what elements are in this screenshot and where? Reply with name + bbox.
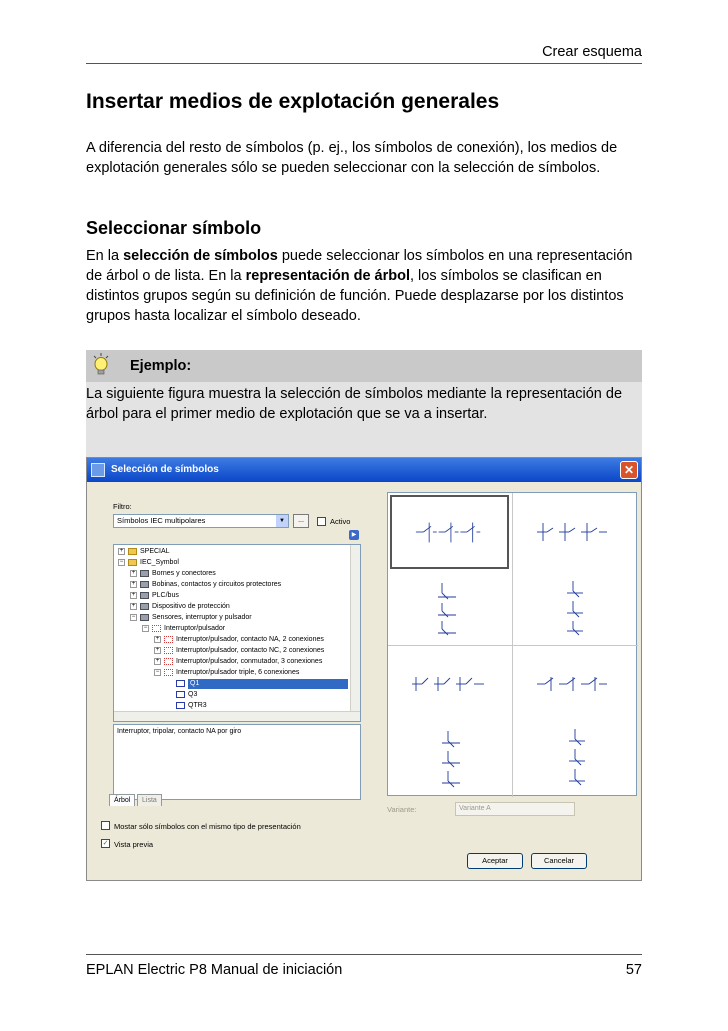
tree-item-label: Q3 bbox=[188, 691, 198, 698]
tree-item-selected[interactable] bbox=[176, 679, 348, 689]
tree-item[interactable]: + PLC/bus bbox=[131, 591, 179, 599]
active-checkbox[interactable] bbox=[317, 517, 326, 526]
function-icon bbox=[152, 625, 161, 632]
select-bold-2: representación de árbol bbox=[245, 268, 410, 284]
dialog-titlebar[interactable] bbox=[87, 458, 641, 482]
example-box bbox=[86, 350, 642, 457]
symbol-variant-b[interactable] bbox=[513, 495, 632, 569]
filter-select[interactable] bbox=[113, 514, 289, 528]
function-icon bbox=[164, 669, 173, 676]
footer-manual-title: EPLAN Electric P8 Manual de iniciación bbox=[86, 962, 343, 978]
group-icon bbox=[140, 592, 149, 599]
example-text: La siguiente figura muestra la selección de símbolos mediante la representación de árbol para el primer medio de explotación que se va a insertar. bbox=[86, 386, 623, 422]
tab-list[interactable]: Lista bbox=[137, 794, 162, 806]
tree-item[interactable]: − Interruptor/pulsador triple, 6 conexiones bbox=[155, 668, 300, 676]
symbol-variant-a[interactable] bbox=[390, 495, 509, 569]
tree-item-label: Interruptor/pulsador, contacto NC, 2 conexiones bbox=[176, 647, 325, 654]
running-header: Crear esquema bbox=[542, 44, 642, 60]
tree-item[interactable]: + Interruptor/pulsador, contacto NC, 2 conexiones bbox=[155, 646, 325, 654]
tree-vertical-scrollbar[interactable] bbox=[350, 545, 360, 721]
group-icon bbox=[140, 603, 149, 610]
header-divider bbox=[86, 63, 642, 64]
tree-item-label: Interruptor/pulsador triple, 6 conexiones bbox=[176, 669, 300, 676]
tree-horizontal-scrollbar[interactable] bbox=[114, 711, 360, 721]
tree-item-label: Bornes y conectores bbox=[152, 570, 216, 577]
switch-symbol-horizontal-icon bbox=[513, 647, 632, 721]
preview-label: Vista previa bbox=[114, 840, 154, 849]
select-bold-1: selección de símbolos bbox=[123, 248, 278, 264]
play-icon[interactable]: ▶ bbox=[349, 530, 359, 540]
symbol-selection-dialog bbox=[86, 457, 642, 881]
tree-item[interactable]: + Bornes y conectores bbox=[131, 569, 216, 577]
tree-item-label: Interruptor/pulsador bbox=[164, 625, 226, 632]
tree-item-label: PLC/bus bbox=[152, 592, 179, 599]
tree-item-label: Interruptor/pulsador, contacto NA, 2 conexiones bbox=[176, 636, 324, 643]
example-header bbox=[86, 350, 642, 382]
page-number: 57 bbox=[625, 962, 642, 978]
tree-item-label: IEC_Symbol bbox=[140, 559, 179, 566]
accept-button[interactable]: Aceptar bbox=[467, 853, 523, 869]
function-icon bbox=[164, 647, 173, 654]
select-text-3: , los símbolos se clasifican en distintos grupos según su definición de función. Puede desplazarse por los distintos grupos hasta localizar el símbolo deseado. bbox=[86, 268, 624, 324]
tree-item[interactable]: − IEC_Symbol bbox=[119, 558, 179, 566]
preview-checkbox[interactable]: ✓ bbox=[102, 840, 109, 847]
switch-symbol-vertical-icon bbox=[390, 723, 509, 797]
folder-icon bbox=[128, 548, 137, 555]
intro-paragraph: A diferencia del resto de símbolos (p. ej., los símbolos de conexión), los medios de explotación generales sólo se pueden seleccionar con la selección de símbolos. bbox=[86, 140, 618, 176]
symbol-icon bbox=[176, 680, 185, 687]
symbol-variant-f[interactable] bbox=[513, 647, 632, 721]
select-text-1: En la bbox=[86, 248, 124, 264]
folder-icon bbox=[128, 559, 137, 566]
symbol-description: Interruptor, tripolar, contacto NA por giro bbox=[113, 724, 361, 800]
tree-item-label: Q1 bbox=[188, 679, 348, 689]
group-icon bbox=[140, 570, 149, 577]
subsection-title: Seleccionar símbolo bbox=[86, 218, 262, 238]
switch-symbol-vertical-icon bbox=[513, 571, 632, 645]
same-type-checkbox[interactable] bbox=[101, 821, 110, 830]
tree-item[interactable] bbox=[176, 690, 197, 700]
tree-item[interactable]: + SPECIAL bbox=[119, 547, 170, 555]
tree-item-label: SPECIAL bbox=[140, 548, 170, 555]
cancel-button[interactable]: Cancelar bbox=[531, 853, 587, 869]
filter-browse-button[interactable]: ... bbox=[293, 514, 309, 528]
tree-item-label: Sensores, interruptor y pulsador bbox=[152, 614, 252, 621]
symbol-variant-g[interactable] bbox=[390, 723, 509, 797]
function-icon bbox=[164, 636, 173, 643]
footer-divider bbox=[86, 954, 642, 955]
variant-label: Variante: bbox=[387, 805, 417, 814]
symbol-tree[interactable] bbox=[113, 544, 361, 722]
tree-item[interactable]: + Bobinas, contactos y circuitos protectores bbox=[131, 580, 282, 588]
filter-label: Filtro: bbox=[113, 502, 132, 511]
close-button[interactable]: ✕ bbox=[620, 461, 638, 479]
select-text-2: puede seleccionar los símbolos en una representación de árbol o de lista. En la bbox=[86, 248, 633, 284]
switch-symbol-horizontal-icon bbox=[392, 497, 507, 567]
example-label: Ejemplo: bbox=[130, 358, 192, 374]
symbol-variant-e[interactable] bbox=[390, 647, 509, 721]
group-icon bbox=[140, 614, 149, 621]
group-icon bbox=[140, 581, 149, 588]
chevron-down-icon[interactable]: ▼ bbox=[276, 515, 288, 527]
switch-symbol-vertical-icon bbox=[513, 723, 632, 797]
filter-value: Símbolos IEC multipolares bbox=[117, 516, 206, 525]
symbol-icon bbox=[176, 702, 185, 709]
select-paragraph bbox=[86, 246, 646, 326]
symbol-icon bbox=[176, 691, 185, 698]
tree-item-label: Dispositivo de protección bbox=[152, 603, 230, 610]
symbol-variant-d[interactable] bbox=[513, 571, 632, 645]
tree-item[interactable]: + Interruptor/pulsador, conmutador, 3 conexiones bbox=[155, 657, 323, 665]
active-label: Activo bbox=[330, 517, 351, 526]
tree-item-label: Bobinas, contactos y circuitos protectores bbox=[152, 581, 282, 588]
tab-tree[interactable]: Árbol bbox=[109, 794, 135, 806]
switch-symbol-horizontal-icon bbox=[390, 647, 509, 721]
switch-symbol-horizontal-icon bbox=[513, 495, 632, 569]
switch-symbol-vertical-icon bbox=[390, 571, 509, 645]
tree-item-label: Interruptor/pulsador, conmutador, 3 conexiones bbox=[176, 658, 323, 665]
symbol-variant-h[interactable] bbox=[513, 723, 632, 797]
tree-item[interactable]: + Interruptor/pulsador, contacto NA, 2 conexiones bbox=[155, 635, 324, 643]
tree-item[interactable]: − Sensores, interruptor y pulsador bbox=[131, 613, 252, 621]
app-icon bbox=[91, 463, 105, 477]
symbol-preview-grid bbox=[387, 492, 637, 796]
same-type-label: Mostar sólo símbolos con el mismo tipo de presentación bbox=[114, 822, 301, 831]
dialog-title: Selección de símbolos bbox=[111, 464, 219, 475]
section-title: Insertar medios de explotación generales bbox=[86, 90, 500, 113]
grid-divider bbox=[388, 645, 638, 646]
symbol-variant-c[interactable] bbox=[390, 571, 509, 645]
variant-select[interactable]: Variante A bbox=[455, 802, 575, 816]
tree-item[interactable]: − Interruptor/pulsador bbox=[143, 624, 226, 632]
lightbulb-icon bbox=[92, 353, 110, 377]
tree-item-label: QTR3 bbox=[188, 702, 207, 709]
tree-item[interactable]: + Dispositivo de protección bbox=[131, 602, 230, 610]
tree-item[interactable] bbox=[176, 701, 207, 711]
function-icon bbox=[164, 658, 173, 665]
